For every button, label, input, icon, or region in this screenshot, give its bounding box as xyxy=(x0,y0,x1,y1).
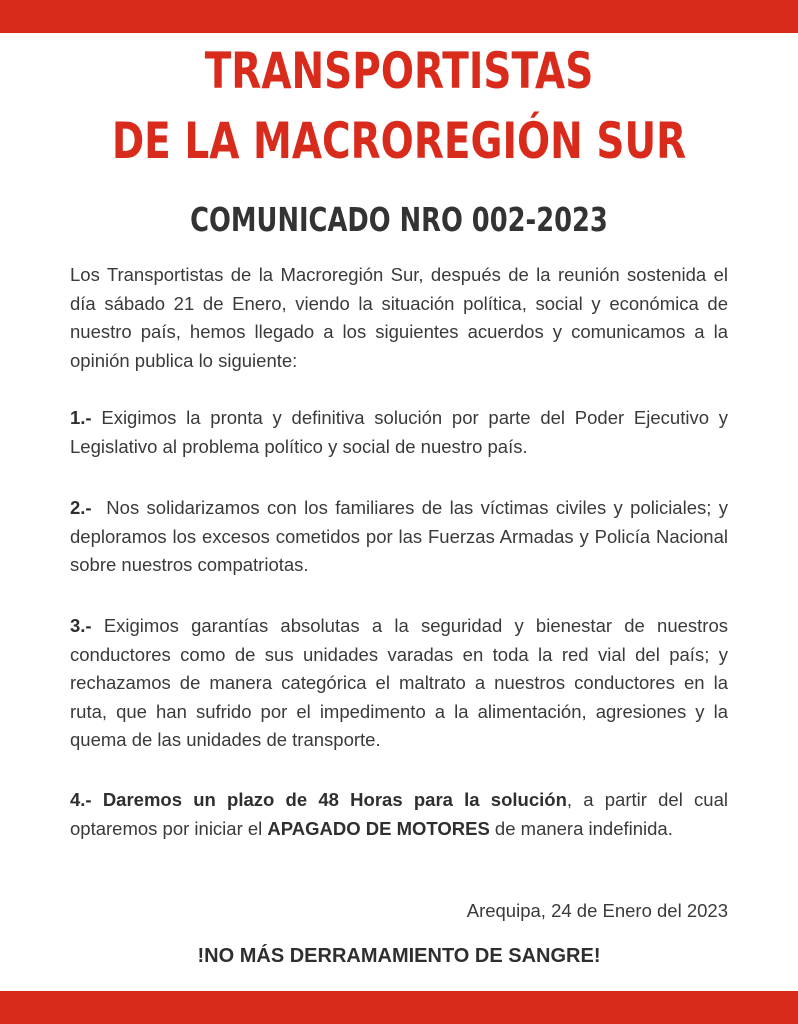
point-4-text-b: de manera indefinida. xyxy=(489,817,673,839)
point-3-number: 3.- xyxy=(70,615,92,636)
point-1-number: 1.- xyxy=(70,407,92,428)
point-3-text: Exigimos garantías absolutas a la seguridad y bienestar de nuestros conductores como de sus unidades varadas en toda la red vial del país; y rechazamos de manera categórica el maltrato a nuestros conductores en la ruta, que han sufrido por el impedimento a la alimentación, agresiones y la quema de las unidades de transporte. xyxy=(70,615,728,750)
point-4-bold-text: Daremos un plazo de 48 Horas para la solución xyxy=(91,789,567,810)
point-2-text: Nos solidarizamos con los familiares de las víctimas civiles y policiales; y deploramos los excesos cometidos por las Fuerzas Armadas y Policía Nacional sobre nuestros compatriotas. xyxy=(70,497,734,575)
intro-paragraph: Los Transportistas de la Macroregión Sur, después de la reunión sostenida el día sábado 21 de Enero, viendo la situación política, social y económica de nuestro país, hemos llegado a los siguientes acuerdos y comunicamos a la opinión publica lo siguiente: xyxy=(70,264,728,371)
point-3 xyxy=(70,612,728,755)
top-accent-bar xyxy=(0,0,798,33)
point-4-number: 4.- xyxy=(70,789,92,810)
point-4 xyxy=(70,786,728,843)
point-2-number: 2.- xyxy=(70,497,92,518)
bottom-accent-bar xyxy=(0,991,798,1024)
page-title-line-1: TRANSPORTISTAS xyxy=(204,42,594,100)
communique-number: COMUNICADO NRO 002-2023 xyxy=(190,200,608,239)
date-line: Arequipa, 24 de Enero del 2023 xyxy=(466,900,728,921)
page-title-line-2: DE LA MACROREGIÓN SUR xyxy=(111,112,687,170)
point-4-bold-text-b: APAGADO DE MOTORES xyxy=(267,817,490,839)
point-1 xyxy=(70,404,728,461)
point-1-text: Exigimos la pronta y definitiva solución por parte del Poder Ejecutivo y Legislativo al problema político y social de nuestro país. xyxy=(70,407,728,457)
point-2 xyxy=(70,494,734,580)
point-4-text-a: , a partir del cual optaremos por iniciar el xyxy=(70,789,728,839)
closing-slogan: !NO MÁS DERRAMAMIENTO DE SANGRE! xyxy=(197,945,601,967)
